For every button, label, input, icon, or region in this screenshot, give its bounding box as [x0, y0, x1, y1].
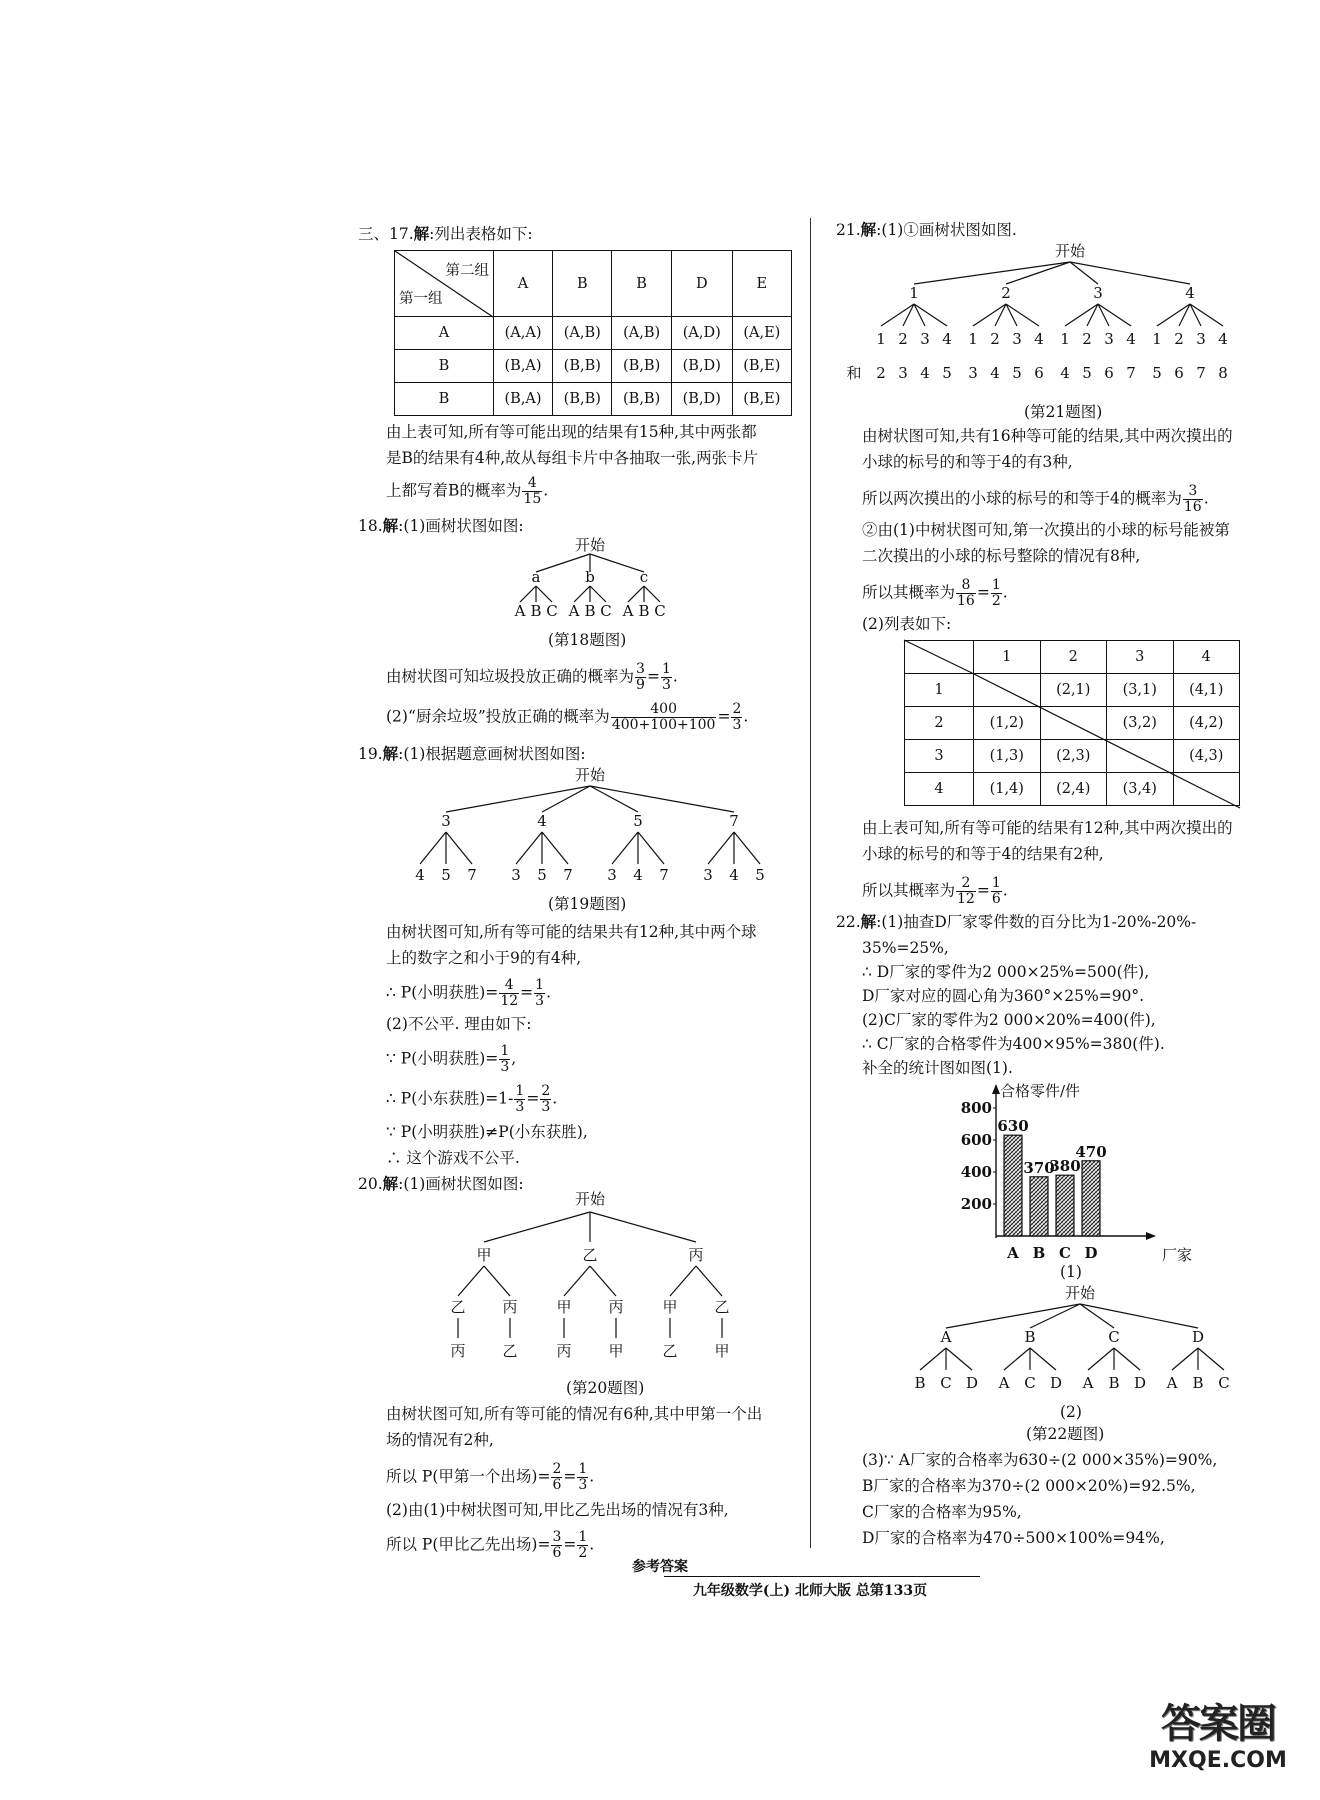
tree-node-label: 2 — [990, 330, 1000, 348]
tree-node-label: A — [1082, 1374, 1094, 1392]
tree-node-label: 甲 — [608, 1342, 624, 1360]
q19-line3: ∴ P(小明获胜)= $\frac{4}{12}$ = $\frac{1}{3}$ . — [386, 977, 551, 1009]
tree-branch — [590, 586, 606, 602]
tree-node-label: 4 — [537, 812, 547, 830]
footer-title: 参考答案 — [632, 1559, 688, 1575]
q18-heading: 18.解:(1)画树状图如图: — [358, 516, 524, 535]
q17-table — [394, 250, 792, 416]
tree-node-label: 1 — [876, 330, 886, 348]
tree-node-label: A — [622, 602, 634, 620]
tree-branch — [590, 554, 644, 572]
chart-title: 合格零件/件 — [1000, 1082, 1081, 1100]
tree-node-label: 4 — [1126, 330, 1136, 348]
tree-node-label: 乙 — [582, 1246, 598, 1264]
q22-tree-caption: (2) — [1060, 1403, 1082, 1421]
tree-node-label: 3 — [703, 866, 713, 884]
tree-branch — [590, 786, 734, 812]
tree-node-label: B — [1108, 1374, 1120, 1392]
q17-col-header: D — [671, 251, 732, 317]
tree-node-label: 3 — [511, 866, 521, 884]
tree-node-label: 4 — [729, 866, 739, 884]
tree-root: 开始 — [1054, 242, 1086, 260]
q21-line8: 由上表可知,所有等可能的结果有12种,其中两次摸出的 — [862, 819, 1233, 837]
q22-tree-diagram — [900, 1282, 1260, 1402]
q21-tree-diagram — [846, 240, 1290, 392]
q20-tree-diagram — [440, 1188, 740, 1364]
tree-node-label: 乙 — [502, 1342, 518, 1360]
q17-line3: 上都写着B的概率为 $\frac{4}{15}$ . — [386, 475, 549, 507]
q19-heading: 19.解:(1)根据题意画树状图如图: — [358, 744, 586, 763]
sum-label: 5 — [1012, 364, 1022, 382]
tree-node-label: C — [546, 602, 558, 620]
tree-node-label: B — [638, 602, 650, 620]
tree-node-label: 5 — [755, 866, 765, 884]
tree-branch — [612, 832, 638, 864]
tree-node-label: A — [1166, 1374, 1178, 1392]
table-row: 3 (1,3) (2,3) (4,3) — [905, 740, 1240, 773]
tree-branch — [536, 554, 590, 572]
tree-node-label: 3 — [441, 812, 451, 830]
tree-node-label: C — [940, 1374, 952, 1392]
bar-A — [1004, 1135, 1022, 1236]
q21-line10: 所以其概率为 $\frac{2}{12}$ = $\frac{1}{6}$ . — [862, 875, 1008, 907]
q17-col-header: A — [494, 251, 553, 317]
q20-heading: 20.解:(1)画树状图如图: — [358, 1174, 524, 1193]
sum-label: 8 — [1218, 364, 1228, 382]
q21-line9: 小球的标号的和等于4的结果有2种, — [862, 845, 1104, 863]
tree-branch — [1114, 1348, 1140, 1370]
tree-node-label: a — [531, 568, 541, 586]
tree-node-label: 2 — [1174, 330, 1184, 348]
data-label: 630 — [997, 1117, 1029, 1136]
tree-node-label: B — [914, 1374, 926, 1392]
tree-node-label: D — [1191, 1328, 1205, 1346]
q19-line5: ∵ P(小明获胜)= $\frac{1}{3}$ , — [386, 1043, 517, 1075]
q18-tree-diagram — [490, 536, 690, 636]
tree-node-label: 2 — [898, 330, 908, 348]
tree-node-label: 4 — [1185, 284, 1195, 302]
x-tick-label: B — [1032, 1244, 1046, 1262]
q17-corner-cell: 第二组 第一组 — [395, 251, 494, 317]
tree-node-label: 3 — [607, 866, 617, 884]
q21-heading: 21.解:(1)①画树状图如图. — [836, 220, 1017, 239]
tree-node-label: c — [639, 568, 649, 586]
tree-node-label: B — [530, 602, 542, 620]
x-axis-arrow — [1146, 1232, 1156, 1240]
q21-line6: 所以其概率为 $\frac{8}{16}$ = $\frac{1}{2}$ . — [862, 577, 1008, 609]
y-axis-arrow — [992, 1084, 1000, 1094]
x-axis-label: 厂家 — [1162, 1246, 1193, 1264]
footer-info: 九年级数学(上) 北师大版 总第133页 — [692, 1583, 928, 1599]
tree-node-label: 甲 — [476, 1246, 492, 1264]
tree-node-label: 甲 — [662, 1298, 678, 1316]
tree-node-label: 4 — [415, 866, 425, 884]
tree-branch — [536, 586, 552, 602]
tree-node-label: C — [654, 602, 666, 620]
q18-caption: (第18题图) — [548, 631, 627, 649]
q17-line1: 由上表可知,所有等可能出现的结果有15种,其中两张都 — [386, 423, 757, 441]
watermark-logo: 答案圈 MXQE.COM — [1149, 1701, 1287, 1773]
q20-line5: 所以 P(甲比乙先出场)= $\frac{3}{6}$ = $\frac{1}{2}$ . — [386, 1529, 595, 1561]
tree-node-label: 7 — [563, 866, 573, 884]
tree-branch — [520, 586, 536, 602]
sum-label: 6 — [1174, 364, 1184, 382]
q22-line2: ∴ D厂家的零件为2 000×25%=500(件), — [862, 963, 1150, 981]
sum-label: 6 — [1104, 364, 1114, 382]
q22-figure-caption: (第22题图) — [1026, 1425, 1105, 1443]
tree-branch — [516, 832, 542, 864]
q21-line1: 由树状图可知,共有16种等可能的结果,其中两次摸出的 — [862, 427, 1233, 445]
table-row: B (B,A) (B,B) (B,B) (B,D) (B,E) — [395, 350, 792, 383]
tree-node-label: 5 — [537, 866, 547, 884]
tree-node-label: 5 — [441, 866, 451, 884]
tree-branch — [734, 832, 760, 864]
tree-node-label: D — [1049, 1374, 1063, 1392]
q18-line2: (2)“厨余垃圾”投放正确的概率为 $\frac{400}{400+100+100}$ = $\frac{2}{3}$ . — [386, 701, 749, 733]
tree-branch — [946, 1348, 972, 1370]
table-row: A (A,A) (A,B) (A,B) (A,D) (A,E) — [395, 317, 792, 350]
q22-line10: D厂家的合格率为470÷500×100%=94%, — [862, 1529, 1165, 1547]
q22-heading: 22.解:(1)抽查D厂家零件数的百分比为1-20%-20%- — [836, 912, 1197, 931]
tree-branch — [628, 586, 644, 602]
tree-node-label: 1 — [1152, 330, 1162, 348]
tree-node-label: 乙 — [450, 1298, 466, 1316]
tree-branch — [708, 832, 734, 864]
sum-label: 7 — [1196, 364, 1206, 382]
sum-label: 5 — [942, 364, 952, 382]
tree-node-label: 4 — [633, 866, 643, 884]
table-row: 1 (2,1) (3,1) (4,1) — [905, 674, 1240, 707]
tree-node-label: 4 — [1034, 330, 1044, 348]
tree-branch — [1070, 262, 1098, 284]
tree-node-label: 1 — [968, 330, 978, 348]
tree-node-label: A — [514, 602, 526, 620]
tree-branch — [458, 1266, 484, 1296]
footer-rule — [664, 1576, 980, 1577]
tree-node-label: 1 — [1060, 330, 1070, 348]
q22-line9: C厂家的合格率为95%, — [862, 1503, 1022, 1521]
tree-node-label: 3 — [1012, 330, 1022, 348]
tree-branch — [670, 1266, 696, 1296]
tree-node-label: 丙 — [688, 1246, 704, 1264]
tree-root: 开始 — [574, 766, 606, 784]
q17-heading: 三、17.解:列出表格如下: — [358, 224, 533, 243]
tree-node-label: B — [1024, 1328, 1036, 1346]
tree-branch — [564, 1266, 590, 1296]
q19-line8: ∴ 这个游戏不公平. — [386, 1149, 520, 1167]
bar-B — [1030, 1177, 1048, 1236]
tree-node-label: 2 — [1001, 284, 1011, 302]
tree-node-label: 3 — [920, 330, 930, 348]
tree-branch — [1172, 1348, 1198, 1370]
q21-line2: 小球的标号的和等于4的有3种, — [862, 453, 1073, 471]
q19-caption: (第19题图) — [548, 895, 627, 913]
tree-branch — [914, 262, 1070, 284]
q22-line3: D厂家对应的圆心角为360°×25%=90°. — [862, 987, 1145, 1005]
q20-line4: (2)由(1)中树状图可知,甲比乙先出场的情况有3种, — [386, 1501, 729, 1519]
tree-root: 开始 — [1064, 1284, 1096, 1302]
tree-node-label: 甲 — [714, 1342, 730, 1360]
tree-node-label: 7 — [467, 866, 477, 884]
tree-branch — [1088, 1348, 1114, 1370]
x-tick-label: A — [1007, 1244, 1019, 1262]
tree-branch — [696, 1266, 722, 1296]
q22-line7: (3)∵ A厂家的合格率为630÷(2 000×35%)=90%, — [862, 1451, 1218, 1469]
tree-root: 开始 — [574, 1190, 606, 1208]
q20-line1: 由树状图可知,所有等可能的情况有6种,其中甲第一个出 — [386, 1405, 763, 1423]
q20-caption: (第20题图) — [566, 1379, 645, 1397]
tree-node-label: 丙 — [556, 1342, 572, 1360]
y-tick-label: 200 — [960, 1195, 992, 1213]
tree-branch — [638, 832, 664, 864]
q21-caption: (第21题图) — [1024, 403, 1103, 421]
tree-node-label: 3 — [1196, 330, 1206, 348]
tree-branch — [446, 832, 472, 864]
y-tick-label: 800 — [960, 1099, 992, 1117]
tree-branch — [946, 1304, 1080, 1328]
table-row: B (B,A) (B,B) (B,B) (B,D) (B,E) — [395, 383, 792, 416]
tree-node-label: 甲 — [556, 1298, 572, 1316]
data-label: 380 — [1049, 1157, 1081, 1176]
q21-table-diagonal — [904, 640, 1240, 808]
tree-node-label: D — [1133, 1374, 1147, 1392]
tree-branch — [542, 832, 568, 864]
table-row: 2 (1,2) (3,2) (4,2) — [905, 707, 1240, 740]
tree-node-label: 1 — [909, 284, 919, 302]
tree-node-label: A — [998, 1374, 1010, 1392]
tree-node-label: C — [600, 602, 612, 620]
tree-branch — [590, 1212, 696, 1242]
sum-label: 5 — [1152, 364, 1162, 382]
q18-line1: 由树状图可知垃圾投放正确的概率为 $\frac{3}{9}$ = $\frac{1}{3}$ . — [386, 661, 678, 693]
q22-line5: ∴ C厂家的合格零件为400×95%=380(件). — [862, 1035, 1165, 1053]
tree-node-label: 乙 — [662, 1342, 678, 1360]
tree-node-label: 4 — [1218, 330, 1228, 348]
tree-node-label: 3 — [1104, 330, 1114, 348]
bar-D — [1082, 1161, 1100, 1236]
tree-branch — [1198, 1348, 1224, 1370]
tree-node-label: C — [1218, 1374, 1230, 1392]
q20-line2: 场的情况有2种, — [386, 1431, 494, 1449]
tree-node-label: A — [940, 1328, 952, 1346]
x-tick-label: C — [1059, 1244, 1071, 1262]
tree-node-label: b — [585, 568, 595, 586]
q17-col-header: E — [732, 251, 791, 317]
tree-node-label: 4 — [942, 330, 952, 348]
q20-line3: 所以 P(甲第一个出场)= $\frac{2}{6}$ = $\frac{1}{3}$ . — [386, 1461, 595, 1493]
sum-label: 4 — [920, 364, 930, 382]
tree-node-label: C — [1024, 1374, 1036, 1392]
tree-branch — [1070, 262, 1190, 284]
tree-branch — [484, 1212, 590, 1242]
tree-branch — [1030, 1304, 1080, 1328]
q19-line7: ∵ P(小明获胜)≠P(小东获胜), — [386, 1123, 588, 1141]
tree-node-label: 5 — [633, 812, 643, 830]
sum-label: 4 — [990, 364, 1000, 382]
tree-node-label: A — [568, 602, 580, 620]
tree-node-label: B — [1192, 1374, 1204, 1392]
q19-line1: 由树状图可知,所有等可能的结果共有12种,其中两个球 — [386, 923, 757, 941]
q22-line4: (2)C厂家的零件为2 000×20%=400(件), — [862, 1011, 1156, 1029]
sum-label: 3 — [968, 364, 978, 382]
tree-node-label: D — [965, 1374, 979, 1392]
sum-label: 4 — [1060, 364, 1070, 382]
tree-branch — [484, 1266, 510, 1296]
tree-node-label: 2 — [1082, 330, 1092, 348]
q19-line2: 上的数字之和小于9的有4种, — [386, 949, 582, 967]
q17-line2: 是B的结果有4种,故从每组卡片中各抽取一张,两张卡片 — [386, 449, 759, 467]
table-row: 4 (1,4) (2,4) (3,4) — [905, 773, 1240, 806]
tree-node-label: 乙 — [714, 1298, 730, 1316]
tree-branch — [420, 832, 446, 864]
sum-row-label: 和 — [846, 364, 862, 382]
x-tick-label: D — [1084, 1244, 1098, 1262]
sum-label: 6 — [1034, 364, 1044, 382]
q21-table: 1 2 3 4 1 (2,1) (3,1) (4,1) 2 (1,2) (3,2) (4,2) 3 (1,3) (2,3) (4,3) 4 (1,4) (2,4) (3,4) — [904, 640, 1240, 806]
q21-line3: 所以两次摸出的小球的标号的和等于4的概率为 $\frac{3}{16}$ . — [862, 483, 1209, 515]
q17-col-header: B — [612, 251, 671, 317]
tree-branch — [574, 586, 590, 602]
tree-branch — [1006, 262, 1070, 284]
tree-root: 开始 — [574, 536, 606, 554]
tree-node-label: 丙 — [502, 1298, 518, 1316]
sum-label: 7 — [1126, 364, 1136, 382]
tree-branch — [1004, 1348, 1030, 1370]
column-divider — [810, 218, 811, 1548]
q22-line1: 35%=25%, — [862, 939, 949, 957]
tree-node-label: 7 — [659, 866, 669, 884]
q19-line4: (2)不公平. 理由如下: — [386, 1015, 532, 1033]
data-label: 470 — [1075, 1142, 1107, 1161]
tree-node-label: C — [1108, 1328, 1120, 1346]
tree-branch — [446, 786, 590, 812]
tree-node-label: 丙 — [608, 1298, 624, 1316]
tree-branch — [590, 1266, 616, 1296]
tree-node-label: 丙 — [450, 1342, 466, 1360]
tree-branch — [1030, 1348, 1056, 1370]
q22-line8: B厂家的合格率为370÷(2 000×20%)=92.5%, — [862, 1477, 1196, 1495]
sum-label: 5 — [1082, 364, 1092, 382]
tree-node-label: 7 — [729, 812, 739, 830]
q22-line6: 补全的统计图如图(1). — [862, 1059, 1013, 1077]
q22-chart-caption: (1) — [1060, 1263, 1082, 1281]
q21-line4: ②由(1)中树状图可知,第一次摸出的小球的标号能被第 — [862, 521, 1230, 539]
q21-line7: (2)列表如下: — [862, 615, 952, 633]
q21-line5: 二次摸出的小球的标号整除的情况有8种, — [862, 547, 1141, 565]
tree-node-label: 3 — [1093, 284, 1103, 302]
sum-label: 3 — [898, 364, 908, 382]
tree-branch — [920, 1348, 946, 1370]
q19-line6: ∴ P(小东获胜)=1- $\frac{1}{3}$ = $\frac{2}{3}$ . — [386, 1083, 558, 1115]
q19-tree-diagram — [415, 764, 765, 896]
q17-col-header: B — [553, 251, 612, 317]
sum-label: 2 — [876, 364, 886, 382]
data-label: 370 — [1023, 1158, 1055, 1177]
tree-branch — [644, 586, 660, 602]
q22-bar-chart — [950, 1082, 1200, 1262]
y-tick-label: 600 — [960, 1131, 992, 1149]
y-tick-label: 400 — [960, 1163, 992, 1181]
tree-node-label: B — [584, 602, 596, 620]
bar-C — [1056, 1175, 1074, 1236]
fraction: $\frac{4}{15}$ — [523, 475, 542, 507]
